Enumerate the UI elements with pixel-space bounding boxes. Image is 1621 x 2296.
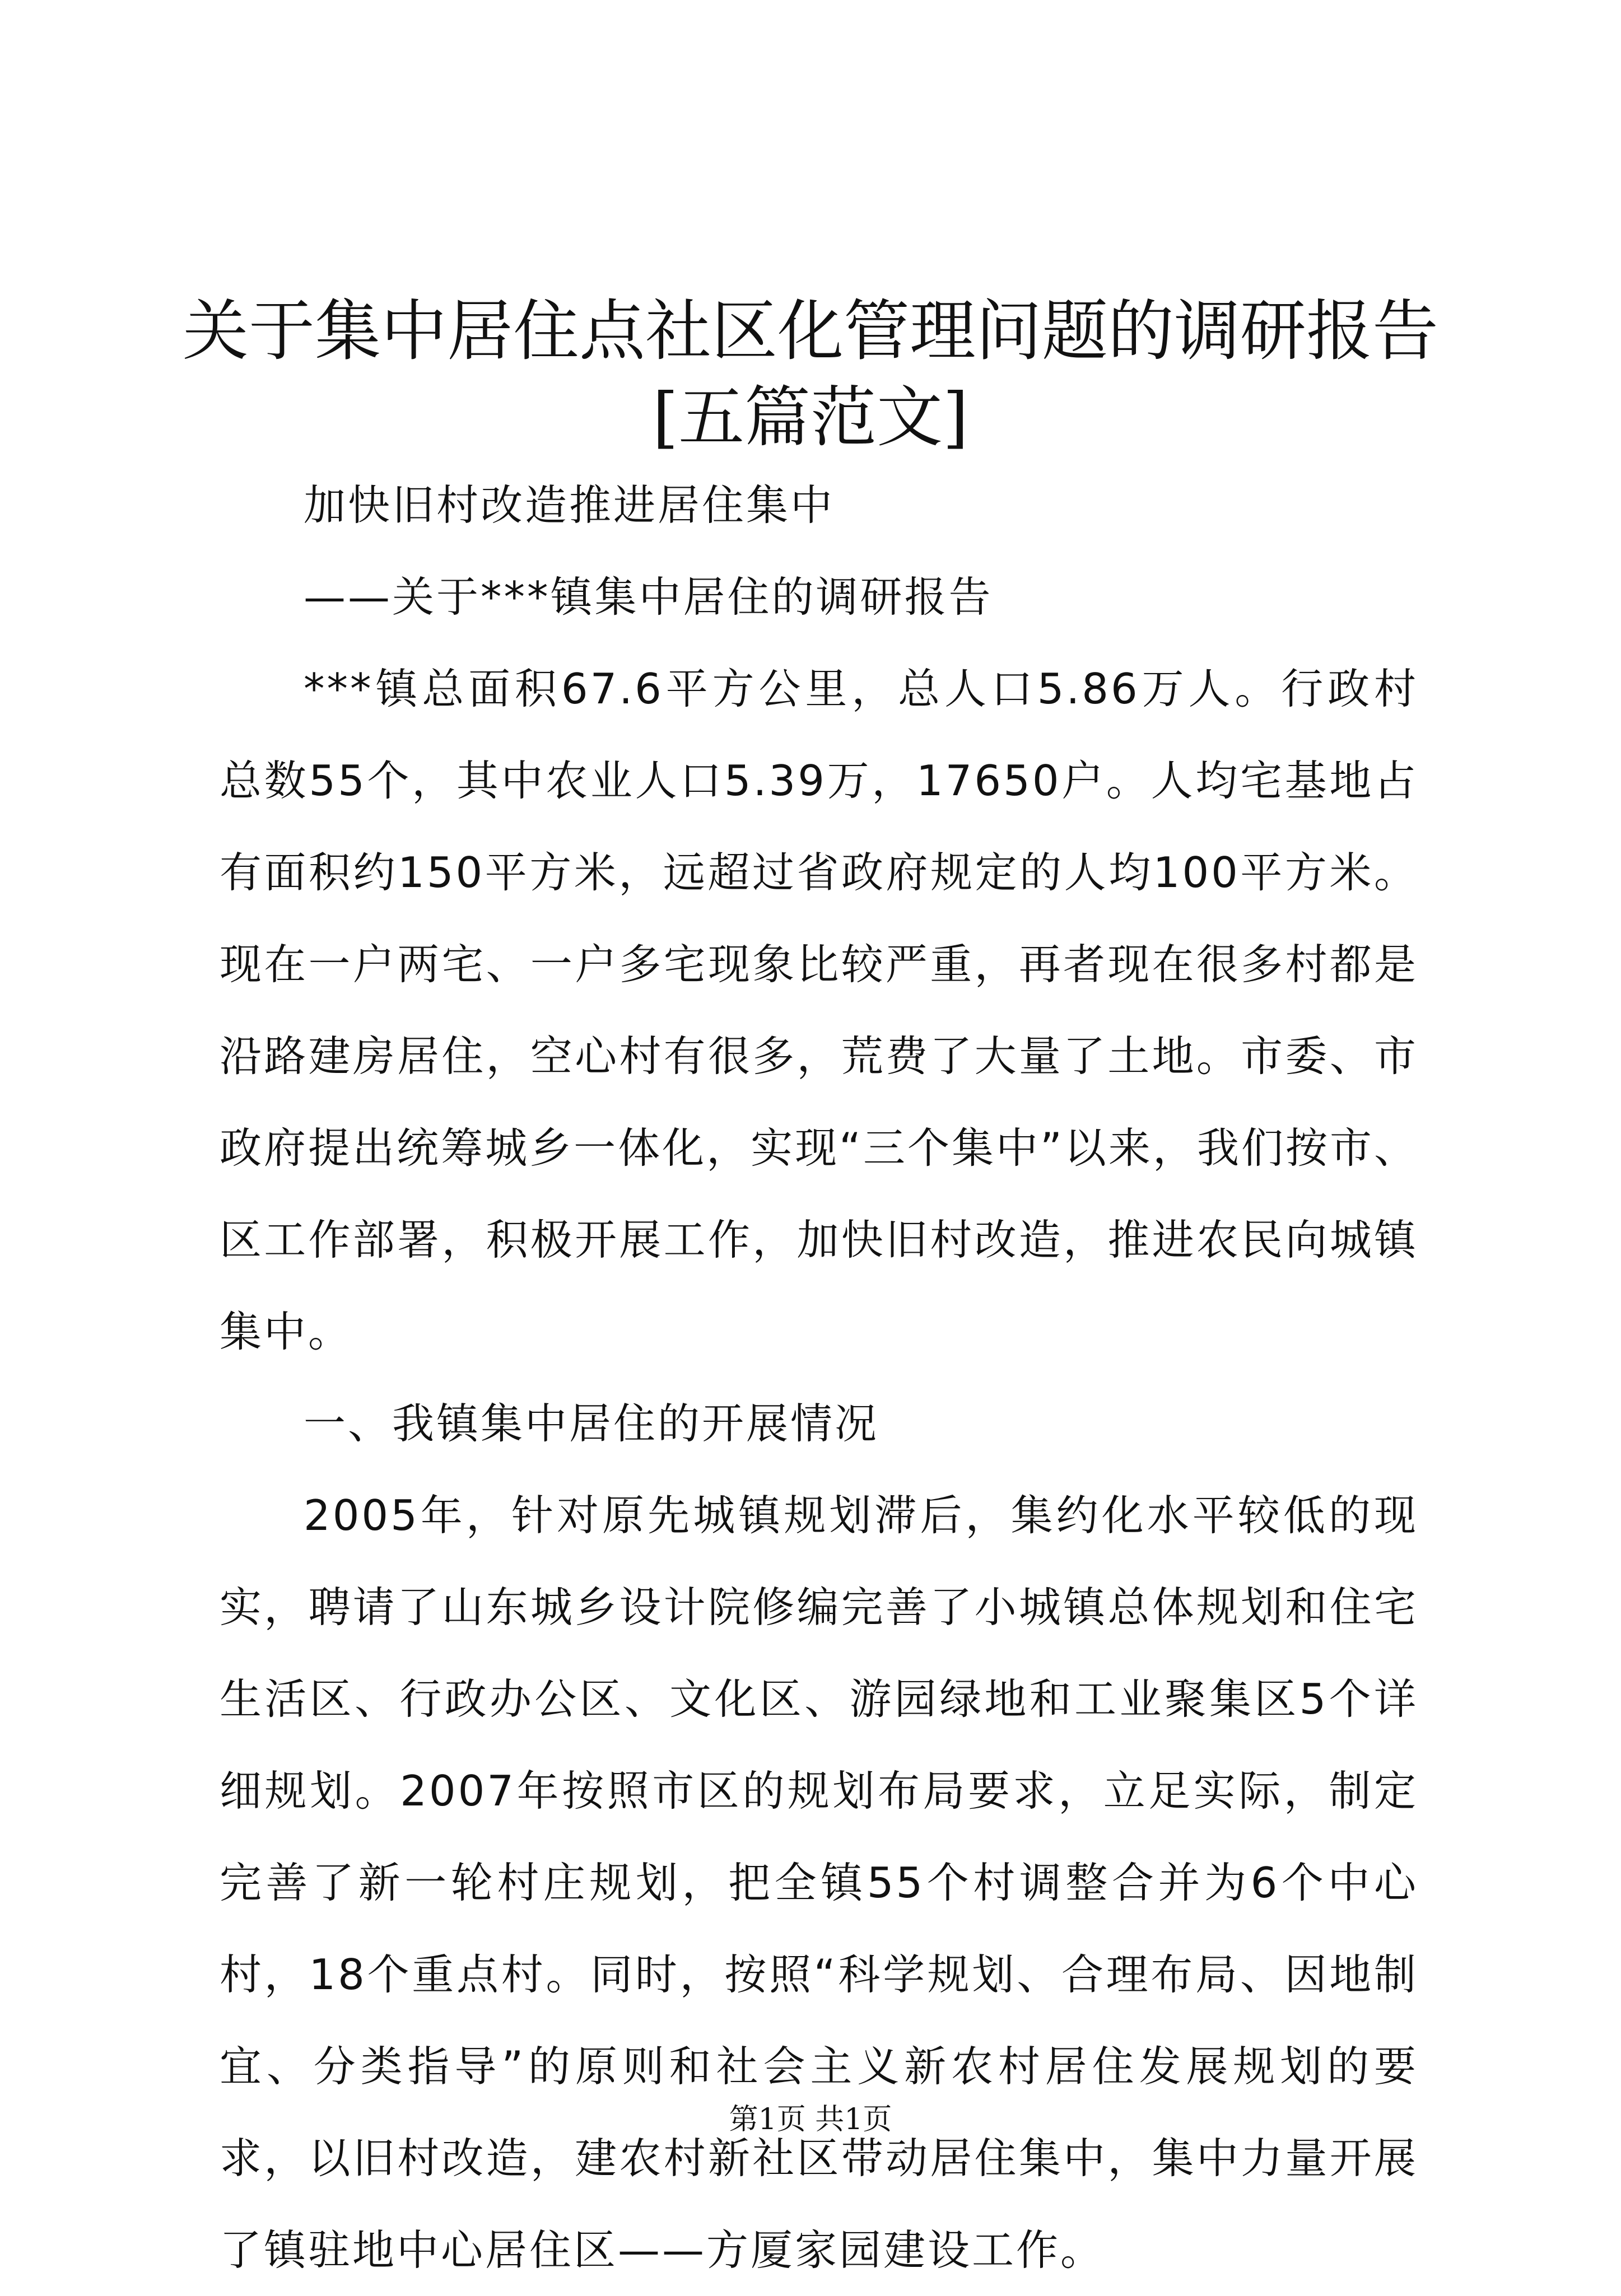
document-body (220, 459, 1418, 2296)
subtitle-report-paragraph: ——关于***镇集中居住的调研报告 (304, 572, 993, 622)
document-title-line1: 关于集中居住点社区化管理问题的调研报告 (182, 292, 1438, 370)
section-paragraph: 2005年，针对原先城镇规划滞后，集约化水平较低的现实，聘请了山东城乡设计院修编完善了小城镇总体规划和住宅生活区、行政办公区、文化区、游园绿地和工业聚集区5个详细规划。2007年按照市区的规划布局要求，立足实际，制定完善了新一轮村庄规划，把全镇55个村调整合并为6个中心村，18个重点村。同时，按照“科学规划、合理布局、因地制宜、分类指导”的原则和社会主义新农村居住发展规划的要求，以旧村改造，建农村新社区带动居住集中，集中力量开展了镇驻地中心居住区——方厦家园建设工作。 (220, 1491, 1418, 2275)
page-footer: 第1页 共1页 (729, 2103, 892, 2136)
subtitle-paragraph: 加快旧村改造推进居住集中 (304, 480, 835, 530)
section-heading: 一、我镇集中居住的开展情况 (304, 1399, 879, 1448)
intro-paragraph: ***镇总面积67.6平方公里，总人口5.86万人。行政村总数55个，其中农业人口5.39万，17650户。人均宅基地占有面积约150平方米，远超过省政府规定的人均100平方米。现在一户两宅、一户多宅现象比较严重，再者现在很多村都是沿路建房居住，空心村有很多，荒费了大量了土地。市委、市政府提出统筹城乡一体化，实现“三个集中”以来，我们按市、区工作部署，积极开展工作，加快旧村改造，推进农民向城镇集中。 (220, 664, 1418, 1356)
document-title-line2: [五篇范文] (652, 379, 969, 456)
